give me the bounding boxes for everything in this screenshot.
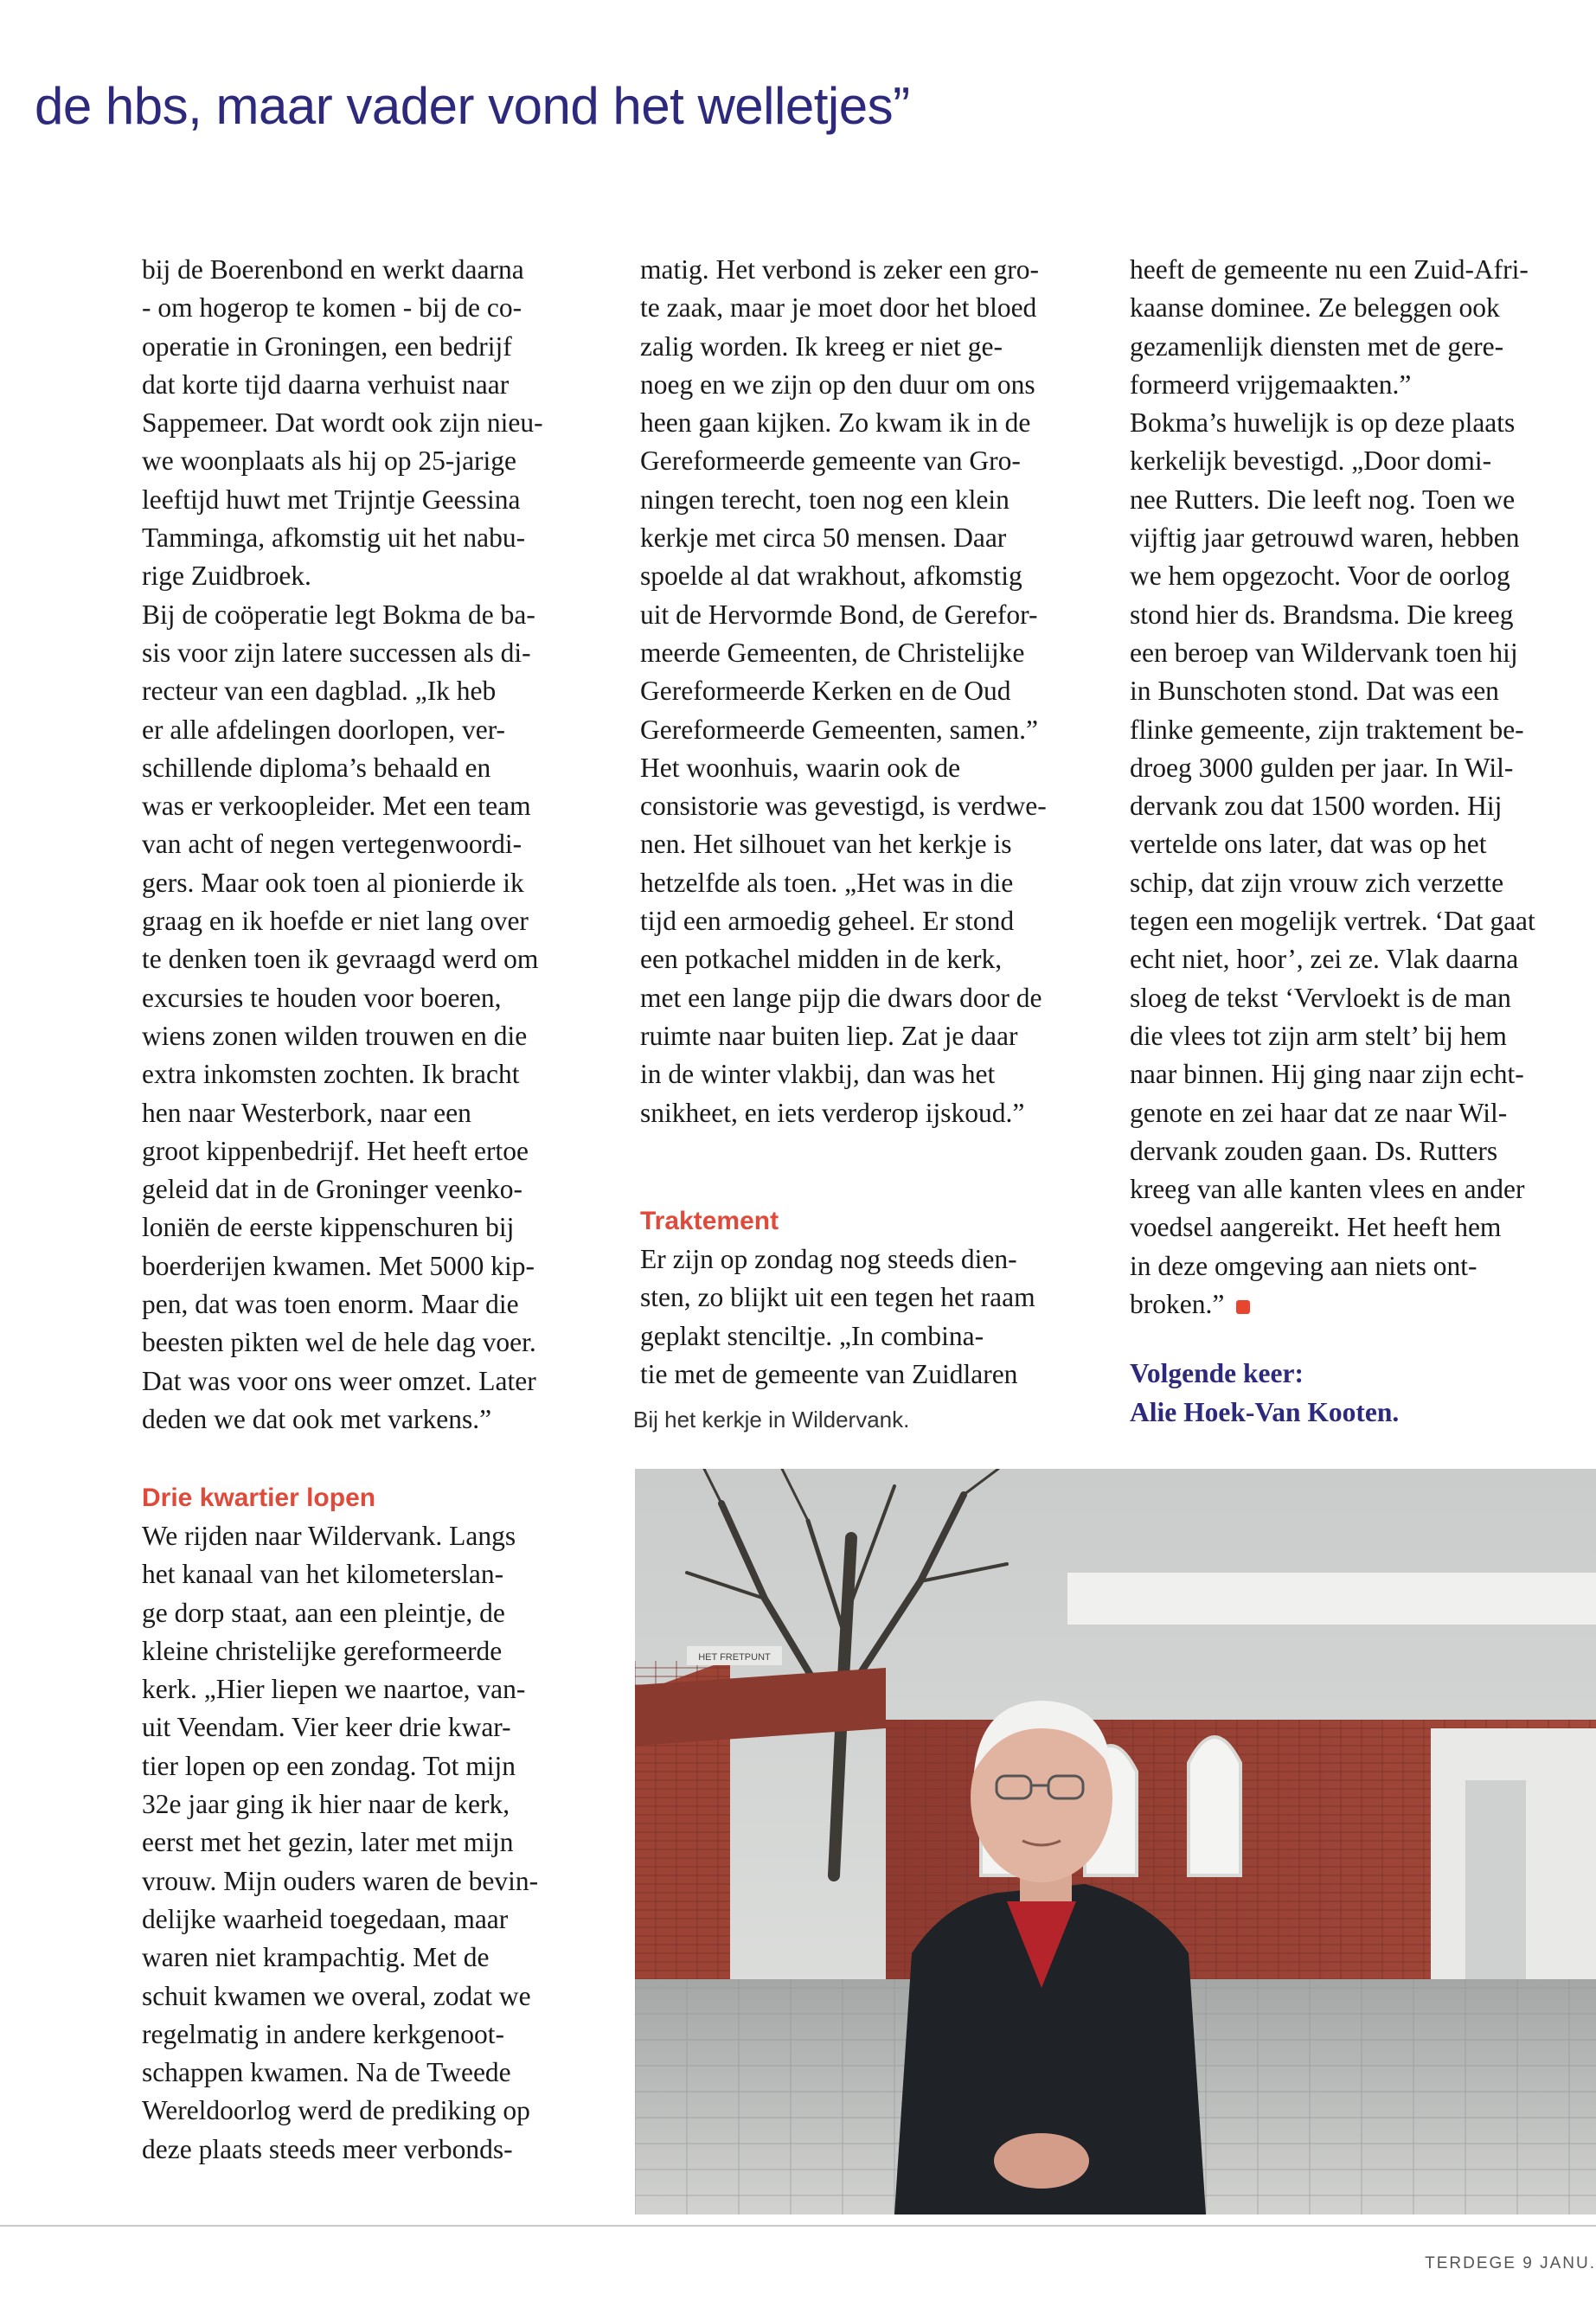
text-line: Wereldoorlog werd de prediking op xyxy=(142,2095,530,2126)
text-column-2 xyxy=(640,251,1107,1132)
text-line: rige Zuidbroek. xyxy=(142,561,311,592)
text-column-1 xyxy=(142,251,609,1439)
text-line: matig. Het verbond is zeker een gro- xyxy=(640,254,1039,285)
text-line: kaanse dominee. Ze beleggen ook xyxy=(1130,292,1500,324)
text-line: tier lopen op een zondag. Tot mijn xyxy=(142,1750,516,1781)
text-line: recteur van een dagblad. „Ik heb xyxy=(142,676,497,707)
section-body xyxy=(142,1517,609,2169)
text-line: waren niet krampachtig. Met de xyxy=(142,1942,490,1973)
text-line: uit Veendam. Vier keer drie kwar- xyxy=(142,1712,511,1743)
text-line: sloeg de tekst ‘Vervloekt is de man xyxy=(1130,982,1511,1013)
text-line: geplakt stenciltje. „In combina- xyxy=(640,1320,984,1351)
text-line: geleid dat in de Groninger veenko- xyxy=(142,1174,522,1205)
text-line: extra inkomsten zochten. Ik bracht xyxy=(142,1059,520,1090)
section-body xyxy=(640,1240,1107,1394)
text-line: te denken toen ik gevraagd werd om xyxy=(142,944,539,975)
text-line: tijd een armoedig geheel. Er stond xyxy=(640,906,1015,937)
text-line: gezamenlijk diensten met de gere- xyxy=(1130,330,1504,362)
text-line: regelmatig in andere kerkgenoot- xyxy=(142,2018,504,2049)
text-line: formeerd vrijgemaakten.” xyxy=(1130,369,1412,400)
text-line: voedsel aangereikt. Het heeft hem xyxy=(1130,1212,1502,1243)
text-line: kreeg van alle kanten vlees en ander xyxy=(1130,1174,1525,1205)
text-column-2-section xyxy=(640,1202,1107,1394)
footer-rule xyxy=(0,2225,1596,2227)
text-line: het kanaal van het kilometerslan- xyxy=(142,1559,504,1590)
text-line: sis voor zijn latere successen als di- xyxy=(142,637,531,668)
text-line: Bokma’s huwelijk is op deze plaats xyxy=(1130,407,1516,439)
text-line: naar binnen. Hij ging naar zijn echt- xyxy=(1130,1059,1524,1090)
roof-edge xyxy=(1067,1573,1596,1625)
page-headline: de hbs, maar vader vond het welletjes” xyxy=(35,77,910,135)
text-line: bij de Boerenbond en werkt daarna xyxy=(142,254,524,285)
photo-illustration xyxy=(635,1469,1596,2214)
page-folio: TERDEGE 9 JANU. xyxy=(1425,2254,1596,2272)
text-line: sten, zo blijkt uit een tegen het raam xyxy=(640,1282,1035,1313)
text-line: loniën de eerste kippenschuren bij xyxy=(142,1212,515,1243)
photo-caption: Bij het kerkje in Wildervank. xyxy=(633,1407,910,1433)
text-line: nen. Het silhouet van het kerkje is xyxy=(640,829,1012,860)
subhead-drie-kwartier-lopen: Drie kwartier lopen xyxy=(142,1484,376,1512)
text-line: schillende diploma’s behaald en xyxy=(142,752,491,783)
church-sign-text: HET FRETPUNT xyxy=(698,1652,771,1663)
text-line: heeft de gemeente nu een Zuid-Afri- xyxy=(1130,254,1529,285)
text-line: delijke waarheid toegedaan, maar xyxy=(142,1903,509,1934)
text-line: echt niet, hoor’, zei ze. Vlak daarna xyxy=(1130,944,1519,975)
next-issue-note xyxy=(1130,1355,1596,1432)
text-line: flinke gemeente, zijn traktement be- xyxy=(1130,714,1524,745)
text-line: dervank zouden gaan. Ds. Rutters xyxy=(1130,1135,1498,1166)
text-line: met een lange pijp die dwars door de xyxy=(640,982,1042,1013)
column-body xyxy=(1130,251,1596,1324)
text-line: stond hier ds. Brandsma. Die kreeg xyxy=(1130,599,1514,630)
text-line: vrouw. Mijn ouders waren de bevin- xyxy=(142,1865,539,1896)
text-line: tegen een mogelijk vertrek. ‘Dat gaat xyxy=(1130,906,1535,937)
text-line: Er zijn op zondag nog steeds dien- xyxy=(640,1244,1017,1274)
text-line: ruimte naar buiten liep. Zat je daar xyxy=(640,1020,1018,1051)
text-line: schappen kwamen. Na de Tweede xyxy=(142,2057,511,2088)
text-line: We rijden naar Wildervank. Langs xyxy=(142,1521,516,1551)
next-issue-label: Volgende keer: xyxy=(1130,1358,1304,1389)
text-line: hen naar Westerbork, naar een xyxy=(142,1097,471,1128)
text-line: leeftijd huwt met Trijntje Geessina xyxy=(142,484,521,515)
hands xyxy=(994,2133,1089,2189)
text-line: graag en ik hoefde er niet lang over xyxy=(142,906,529,937)
text-column-3 xyxy=(1130,251,1596,1432)
text-line: - om hogerop te komen - bij de co- xyxy=(142,292,522,324)
text-line: broken.” xyxy=(1130,1285,1596,1324)
text-line: we woonplaats als hij op 25-jarige xyxy=(142,445,517,477)
text-line: in de winter vlakbij, dan was het xyxy=(640,1059,996,1090)
text-line: kleine christelijke gereformeerde xyxy=(142,1635,503,1666)
text-line: droeg 3000 gulden per jaar. In Wil- xyxy=(1130,752,1514,783)
text-line: in deze omgeving aan niets ont- xyxy=(1130,1250,1477,1281)
text-line: er alle afdelingen doorlopen, ver- xyxy=(142,714,506,745)
text-line: een potkachel midden in de kerk, xyxy=(640,944,1003,975)
text-line: een beroep van Wildervank toen hij xyxy=(1130,637,1518,668)
text-line: Gereformeerde Gemeenten, samen.” xyxy=(640,714,1038,745)
text-line: dat korte tijd daarna verhuist naar xyxy=(142,369,510,400)
text-line: meerde Gemeenten, de Christelijke xyxy=(640,637,1025,668)
text-line: gers. Maar ook toen al pionierde ik xyxy=(142,867,524,898)
text-line: wiens zonen wilden trouwen en die xyxy=(142,1020,528,1051)
text-line: heen gaan kijken. Zo kwam ik in de xyxy=(640,407,1031,439)
text-line: in Bunschoten stond. Dat was een xyxy=(1130,676,1499,707)
text-line: spoelde al dat wrakhout, afkomstig xyxy=(640,561,1022,592)
text-line: uit de Hervormde Bond, de Gerefor- xyxy=(640,599,1038,630)
text-line: consistorie was gevestigd, is verdwe- xyxy=(640,791,1047,822)
text-line: deden we dat ook met varkens.” xyxy=(142,1403,492,1434)
text-line: excursies te houden voor boeren, xyxy=(142,982,502,1013)
text-line: dervank zou dat 1500 worden. Hij xyxy=(1130,791,1503,822)
text-line: kerkje met circa 50 mensen. Daar xyxy=(640,522,1007,554)
text-line: ningen terecht, toen nog een klein xyxy=(640,484,1010,515)
text-line: nee Rutters. Die leeft nog. Toen we xyxy=(1130,484,1516,515)
text-line: hetzelfde als toen. „Het was in die xyxy=(640,867,1014,898)
text-line: genote en zei haar dat ze naar Wil- xyxy=(1130,1097,1508,1128)
text-line: we hem opgezocht. Voor de oorlog xyxy=(1130,561,1510,592)
text-line: Dat was voor ons weer omzet. Later xyxy=(142,1365,536,1396)
text-line: tie met de gemeente van Zuidlaren xyxy=(640,1358,1018,1389)
text-line: beesten pikten wel de hele dag voer. xyxy=(142,1327,536,1358)
text-line: Tamminga, afkomstig uit het nabu- xyxy=(142,522,526,554)
text-line: zalig worden. Ik kreeg er niet ge- xyxy=(640,330,1003,362)
text-line: 32e jaar ging ik hier naar de kerk, xyxy=(142,1789,510,1820)
next-issue-name: Alie Hoek-Van Kooten. xyxy=(1130,1396,1400,1427)
text-line: operatie in Groningen, een bedrijf xyxy=(142,330,512,362)
end-mark-icon xyxy=(1236,1300,1250,1314)
text-line: was er verkoopleider. Met een team xyxy=(142,791,531,822)
text-line: pen, dat was toen enorm. Maar die xyxy=(142,1289,519,1320)
text-line: boerderijen kwamen. Met 5000 kip- xyxy=(142,1250,535,1281)
text-line: vijftig jaar getrouwd waren, hebben xyxy=(1130,522,1520,554)
text-line: Gereformeerde gemeente van Gro- xyxy=(640,445,1021,477)
text-line: die vlees tot zijn arm stelt’ bij hem xyxy=(1130,1020,1507,1051)
text-line: snikheet, en iets verderop ijskoud.” xyxy=(640,1097,1025,1128)
text-line: vertelde ons later, dat was op het xyxy=(1130,829,1487,860)
text-line: kerkelijk bevestigd. „Door domi- xyxy=(1130,445,1492,477)
text-line: Bij de coöperatie legt Bokma de ba- xyxy=(142,599,535,630)
text-line: Sappemeer. Dat wordt ook zijn nieu- xyxy=(142,407,543,439)
text-line: van acht of negen vertegenwoordi- xyxy=(142,829,522,860)
photo-man-at-church xyxy=(635,1469,1596,2214)
text-line: Gereformeerde Kerken en de Oud xyxy=(640,676,1011,707)
text-line: kerk. „Hier liepen we naartoe, van- xyxy=(142,1674,526,1705)
text-column-1-section xyxy=(142,1479,609,2169)
text-line: noeg en we zijn op den duur om ons xyxy=(640,369,1035,400)
text-line: eerst met het gezin, later met mijn xyxy=(142,1827,514,1858)
text-line: Het woonhuis, waarin ook de xyxy=(640,752,961,783)
text-line: schuit kwamen we overal, zodat we xyxy=(142,1980,531,2011)
text-line: schip, dat zijn vrouw zich verzette xyxy=(1130,867,1504,898)
text-line: groot kippenbedrijf. Het heeft ertoe xyxy=(142,1135,529,1166)
text-line: te zaak, maar je moet door het bloed xyxy=(640,292,1037,324)
subhead-traktement: Traktement xyxy=(640,1207,779,1235)
text-line: deze plaats steeds meer verbonds- xyxy=(142,2133,513,2164)
text-line: ge dorp staat, aan een pleintje, de xyxy=(142,1597,505,1628)
